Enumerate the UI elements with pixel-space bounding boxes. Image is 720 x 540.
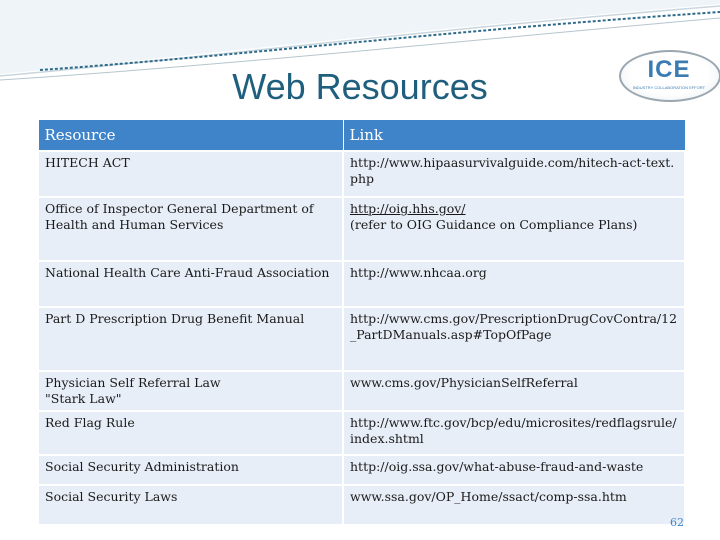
resource-cell: Social Security Laws: [38, 485, 343, 525]
table-header-row: [38, 120, 685, 152]
table-row: [38, 151, 685, 197]
resource-text: Physician Self Referral Law: [45, 375, 221, 390]
link-cell[interactable]: http://www.nhcaa.org: [343, 261, 685, 307]
resource-cell: [38, 371, 343, 411]
link-cell[interactable]: www.cms.gov/PhysicianSelfReferral: [343, 371, 685, 411]
table-row: [38, 261, 685, 307]
oig-link[interactable]: http://oig.hhs.gov/: [350, 201, 466, 216]
resource-cell: Red Flag Rule: [38, 411, 343, 455]
web-resources-table: [37, 119, 686, 526]
table-row: [38, 197, 685, 261]
link-note: (refer to OIG Guidance on Compliance Plans): [350, 217, 638, 232]
link-cell[interactable]: www.ssa.gov/OP_Home/ssact/comp-ssa.htm: [343, 485, 685, 525]
table-row: [38, 307, 685, 371]
resource-cell: Part D Prescription Drug Benefit Manual: [38, 307, 343, 371]
resource-cell: Office of Inspector General Department of Health and Human Services: [38, 197, 343, 261]
link-cell[interactable]: http://www.hipaasurvivalguide.com/hitech-act-text.php: [343, 151, 685, 197]
table-row: [38, 455, 685, 485]
link-cell[interactable]: http://www.cms.gov/PrescriptionDrugCovContra/12_PartDManuals.asp#TopOfPage: [343, 307, 685, 371]
table-row: [38, 371, 685, 411]
slide-title: Web Resources: [232, 66, 488, 107]
table-row: [38, 411, 685, 455]
resource-text-line2: "Stark Law": [45, 391, 122, 406]
resource-cell: HITECH ACT: [38, 151, 343, 197]
table-row: [38, 485, 685, 525]
logo-text: ICE: [647, 56, 691, 83]
page-number: 62: [670, 516, 684, 529]
link-cell[interactable]: http://www.ftc.gov/bcp/edu/microsites/redflagsrule/index.shtml: [343, 411, 685, 455]
link-cell[interactable]: http://oig.ssa.gov/what-abuse-fraud-and-waste: [343, 455, 685, 485]
link-column-header: Link: [343, 120, 685, 152]
resource-cell: National Health Care Anti-Fraud Association: [38, 261, 343, 307]
resource-cell: Social Security Administration: [38, 455, 343, 485]
resource-column-header: Resource: [38, 120, 343, 152]
logo-subtitle: INDUSTRY COLLABORATION EFFORT: [632, 85, 706, 90]
ice-logo: [619, 50, 719, 100]
link-cell: [343, 197, 685, 261]
